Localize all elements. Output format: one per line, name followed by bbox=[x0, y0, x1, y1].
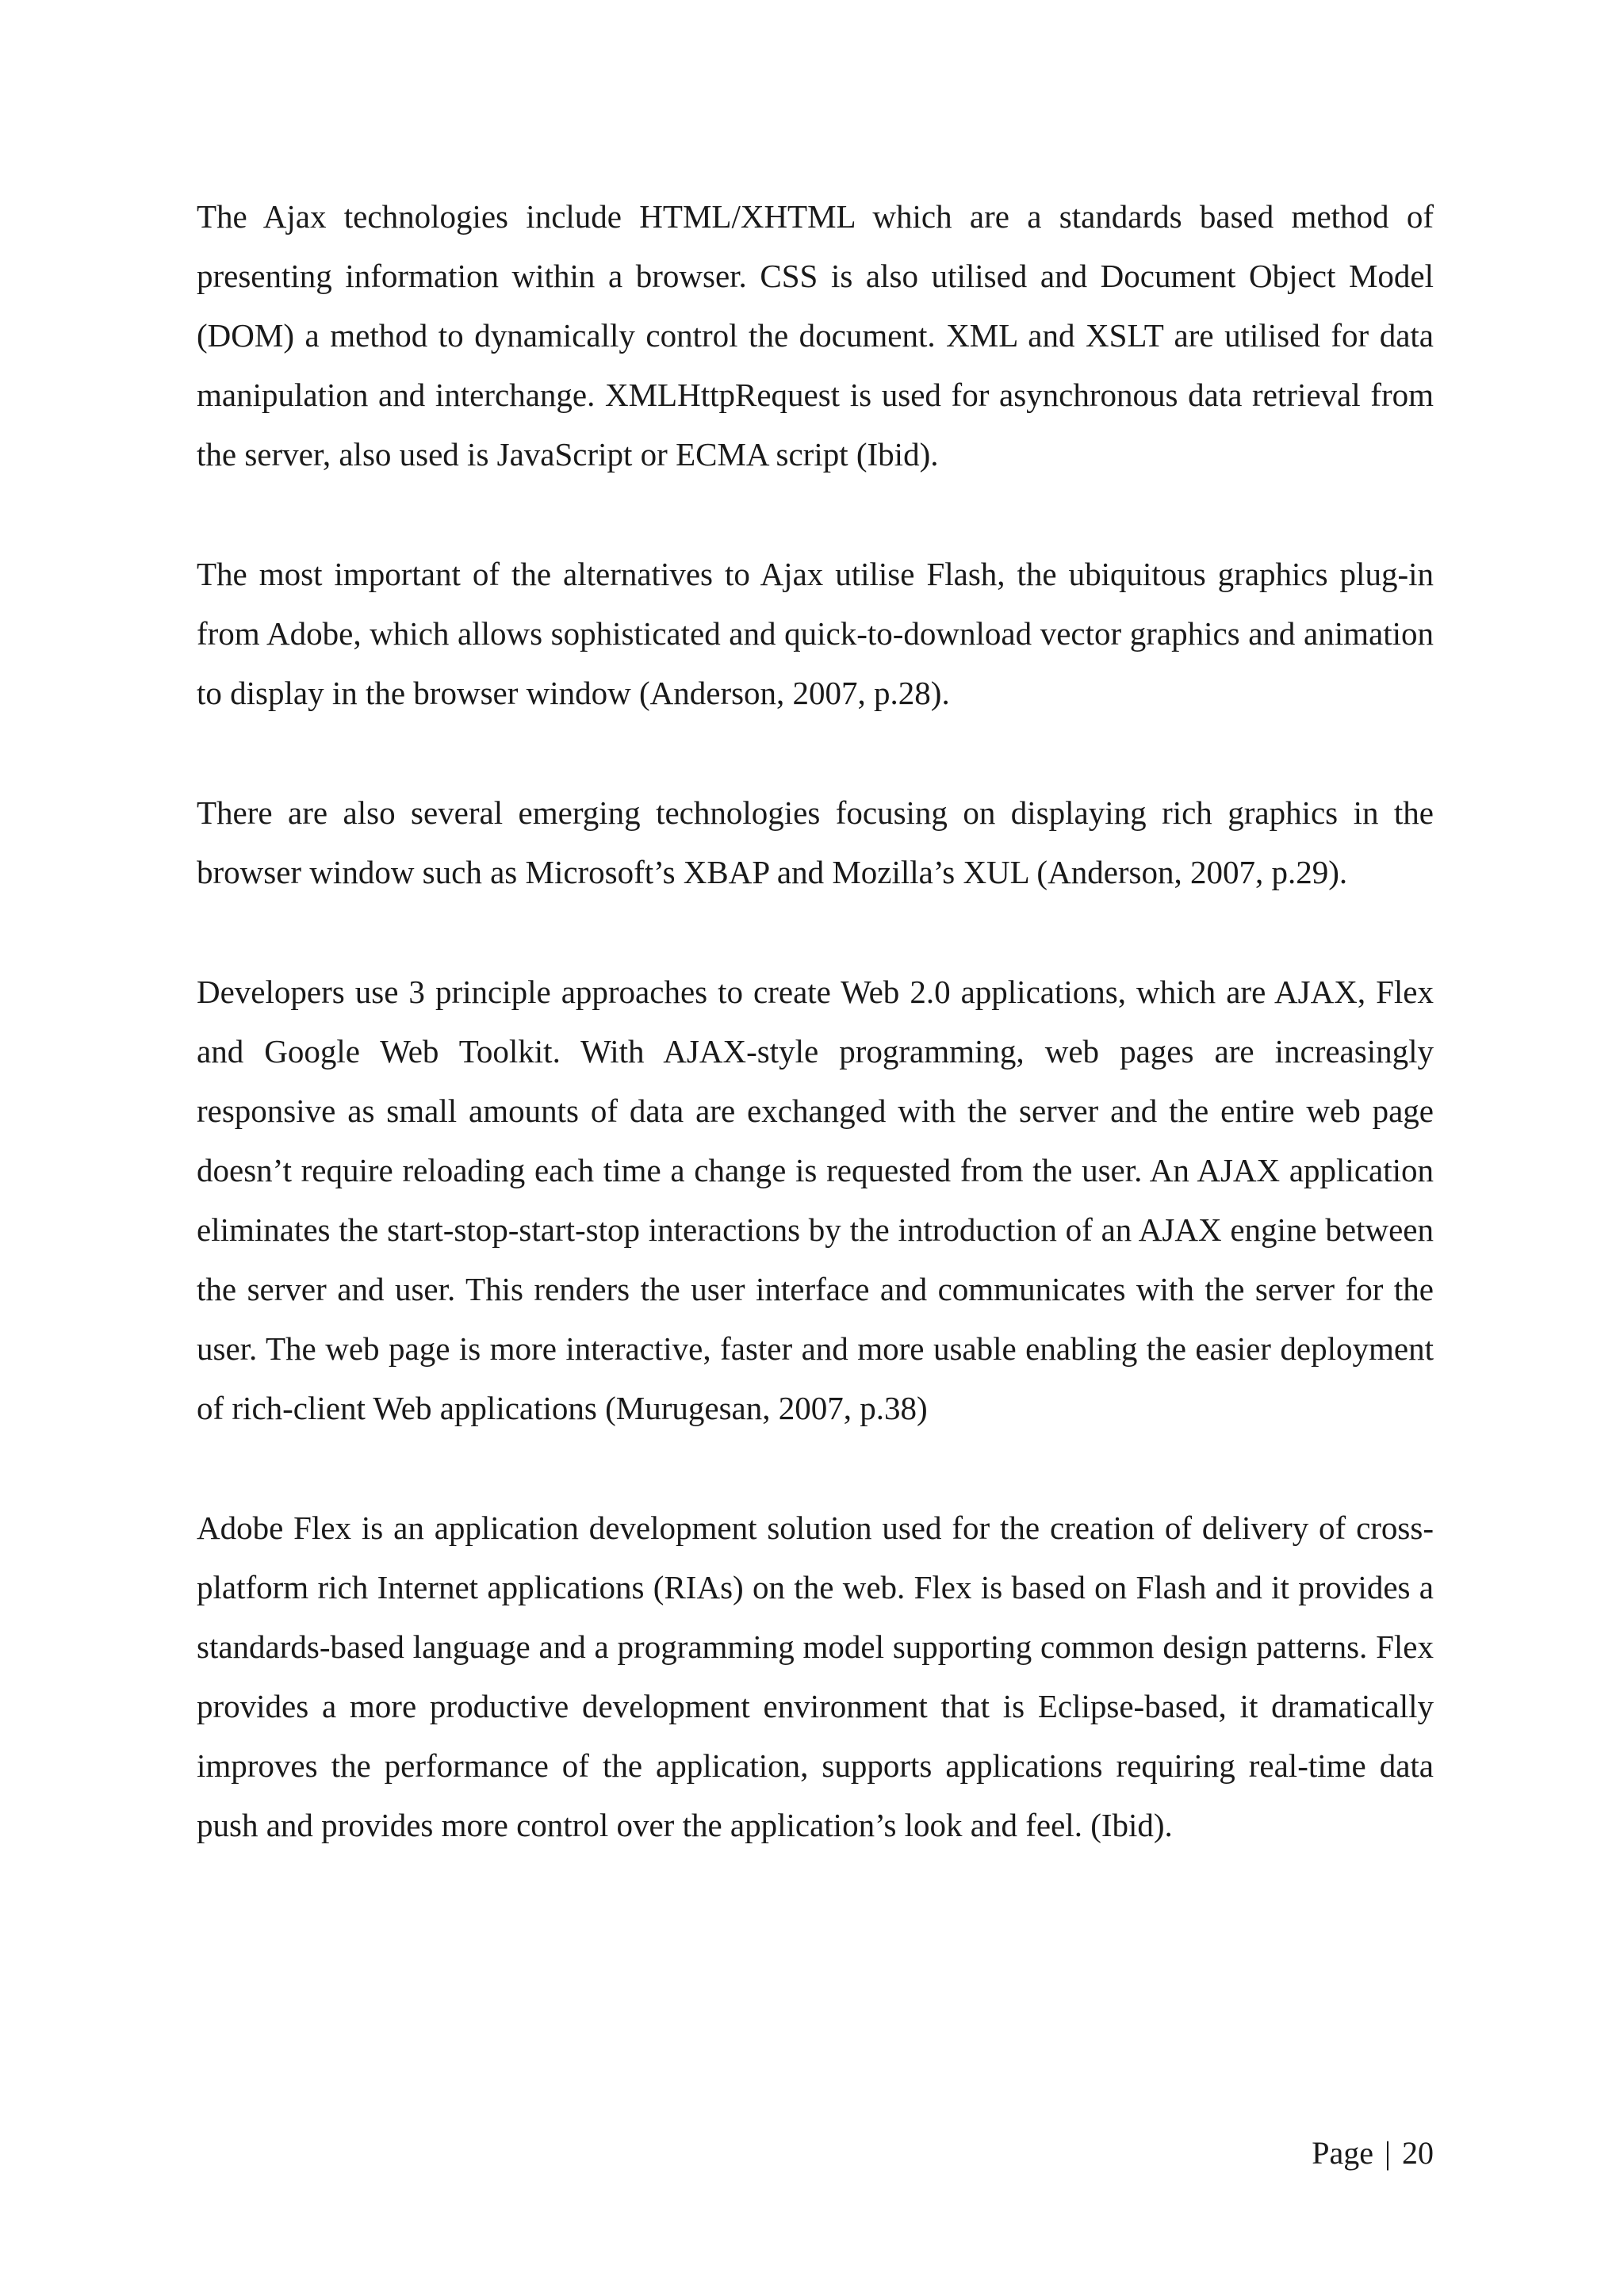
page-footer bbox=[1312, 2130, 1434, 2177]
body-text bbox=[197, 187, 1434, 1915]
paragraph-developer-approaches: Developers use 3 principle approaches to create Web 2.0 applications, which are AJAX, Flex and Google Web Toolkit. With AJAX-style programming, web pages are increasingly responsive as small amounts of data are exchanged with the server and the entire web page doesn’t require reloading each time a change is requested from the user. An AJAX application eliminates the start-stop-start-stop interactions by the introduction of an AJAX engine between the server and user. This renders the user interface and communicates with the server for the user. The web page is more interactive, faster and more usable enabling the easier deployment of rich-client Web applications (Murugesan, 2007, p.38) bbox=[197, 974, 1434, 1426]
page-label: Page bbox=[1312, 2135, 1373, 2171]
paragraph-flash-alternative: The most important of the alternatives to Ajax utilise Flash, the ubiquitous graphics plug-in from Adobe, which allows sophisticated and quick-to-download vector graphics and animation to display in the browser window (Anderson, 2007, p.28). bbox=[197, 556, 1434, 711]
page-number: 20 bbox=[1402, 2135, 1434, 2171]
paragraph-ajax-technologies: The Ajax technologies include HTML/XHTML which are a standards based method of presenting information within a browser. CSS is also utilised and Document Object Model (DOM) a method to dynamically control the document. XML and XSLT are utilised for data manipulation and interchange. XMLHttpRequest is used for asynchronous data retrieval from the server, also used is JavaScript or ECMA script (Ibid). bbox=[197, 198, 1434, 473]
page-separator: | bbox=[1384, 2135, 1391, 2171]
paragraph-emerging-technologies: There are also several emerging technologies focusing on displaying rich graphics in the browser window such as Microsoft’s XBAP and Mozilla’s XUL (Anderson, 2007, p.29). bbox=[197, 794, 1434, 890]
paragraph-adobe-flex: Adobe Flex is an application development solution used for the creation of delivery of cross-platform rich Internet applications (RIAs) on the web. Flex is based on Flash and it provides a standards-based language and a programming model supporting common design patterns. Flex provides a more productive development environment that is Eclipse-based, it dramatically improves the performance of the application, supports applications requiring real-time data push and provides more control over the application’s look and feel. (Ibid). bbox=[197, 1510, 1434, 1843]
